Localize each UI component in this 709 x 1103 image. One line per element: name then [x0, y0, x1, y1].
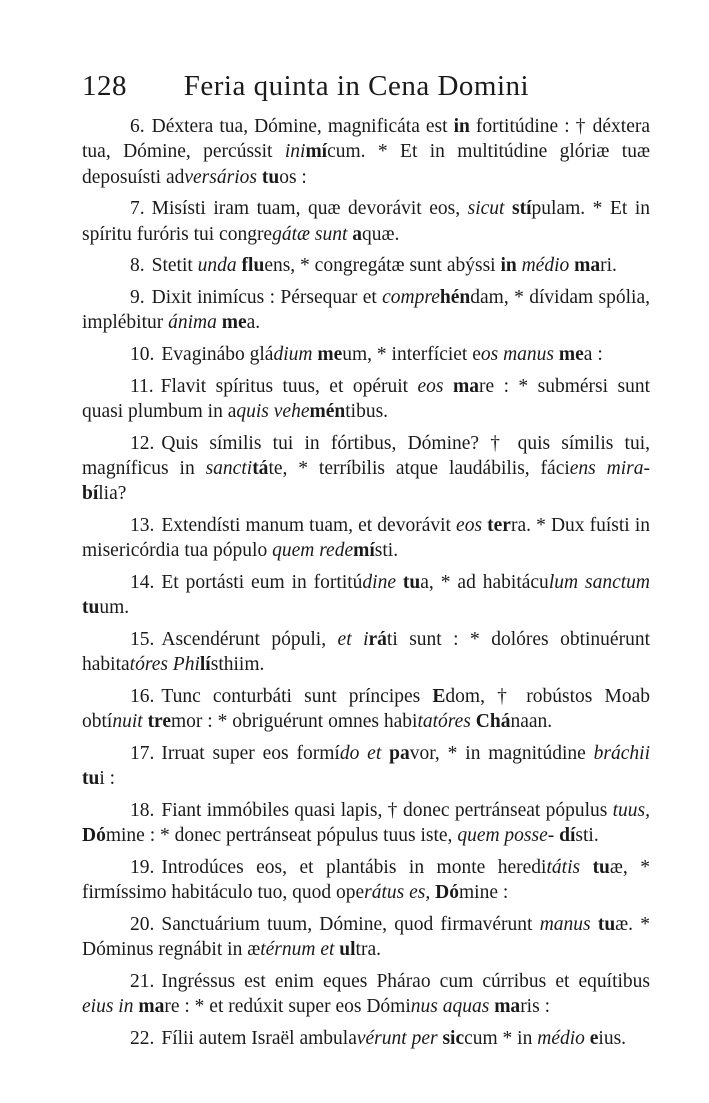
verse-text-run: os :	[279, 166, 307, 188]
verse-text-run	[650, 800, 655, 821]
verse-text-run: te, * terríbilis atque laudábilis, fáci	[268, 457, 570, 479]
verse-text-run: E	[432, 685, 446, 707]
verse-text-run: Stetit	[151, 255, 198, 277]
verse	[82, 196, 655, 247]
verse-text-run: os manus	[480, 343, 555, 365]
verse-text-run: a	[352, 223, 363, 245]
verse-text-run: ánima	[168, 312, 217, 334]
verse-number: 11.	[130, 375, 154, 397]
verse-text-run: tra.	[355, 939, 381, 961]
verse-text-run: ius.	[598, 1027, 627, 1049]
verse-text-run: in	[453, 116, 470, 137]
verse-text-run: mén	[309, 400, 346, 422]
verse-text-run: a.	[246, 312, 261, 334]
verse-text-run: sic	[442, 1027, 465, 1049]
verse-text-run: Misísti iram tuam, quæ devorávit eos,	[151, 198, 468, 220]
verse-text-run: eius in	[82, 996, 134, 1018]
verse-text-run: Extendísti manum tuam, et devorávit	[161, 514, 457, 536]
verse-text-run: i :	[99, 768, 116, 790]
verse-number: 8.	[130, 255, 145, 277]
verse-text-run: tátis	[546, 856, 581, 878]
verse-number: 13.	[130, 514, 155, 536]
verse-number: 15.	[130, 628, 155, 650]
verse-text-run: æ, * firmíssimo habitáculo tuo, quod ope	[82, 856, 655, 904]
verse	[82, 798, 650, 849]
verse-text-run: tre	[147, 711, 172, 733]
verse	[82, 627, 655, 678]
verse-text-run: quem rede	[272, 540, 354, 562]
verse-text-run: ris :	[520, 996, 550, 1018]
verse-text-run: mine : * donec pertránseat pópulus tuus iste,	[105, 825, 458, 847]
verse-text-run: ul	[339, 939, 356, 961]
verse-text-run: pulam. * Et in spíritu furóris tui congre	[82, 198, 655, 245]
verse-text-run: e	[589, 1027, 599, 1049]
verse-text-run: Sanctuárium tuum, Dómine, quod firmavérunt	[161, 913, 540, 935]
verse-text-run: eos	[456, 514, 483, 536]
verse-text-run: ra. * Dux fuísti in misericórdia tua pópulo	[82, 514, 655, 562]
verse	[82, 855, 655, 906]
verse-text-run: Fílii autem Israël ambula	[161, 1027, 357, 1049]
verse-text-run: ma	[452, 375, 479, 397]
verse-text-run	[591, 914, 598, 935]
verse-text-run: nuit	[112, 711, 143, 733]
verse-text-run: nus aquas	[410, 996, 490, 1018]
verse-text-run: quem posse-	[457, 825, 555, 847]
verse-text-run: Et portásti eum in fortitú	[161, 571, 363, 593]
verse-text-run	[650, 743, 655, 764]
verse-number: 22.	[130, 1027, 155, 1049]
verse	[82, 374, 655, 425]
verse-number: 20.	[130, 913, 155, 935]
verse-text-run: Tunc conturbáti sunt príncipes	[161, 685, 433, 707]
verse-text-run: eos	[417, 375, 444, 397]
verse-text-run: mí	[353, 540, 375, 562]
verse	[82, 513, 655, 564]
verse-text-run: sti.	[575, 825, 599, 847]
verse-number: 19.	[130, 856, 155, 878]
verse	[82, 969, 655, 1020]
verse-text-run	[650, 458, 655, 479]
verse-text-run: mí	[305, 141, 328, 163]
page-number: 128	[82, 70, 127, 102]
verse-text-run: Dó	[435, 882, 459, 904]
verse-text-run: me	[317, 343, 343, 365]
verse	[82, 285, 655, 336]
verse-text-run: re : * et redúxit super eos Dómi	[164, 996, 411, 1018]
verse-text-run: cum * in	[464, 1027, 538, 1049]
verse-text-run: quæ.	[362, 223, 400, 245]
verse-text-run: Introdúces eos, et plantábis in monte heredi	[161, 856, 547, 878]
verse-text-run: térnum et	[260, 939, 335, 961]
verse-text-run: ini	[284, 141, 306, 163]
verse-text-run: Quis símilis tui in fórtibus, Dómine? † quis símilis tui, magníficus in	[82, 432, 655, 479]
verse-text-run: dine	[362, 571, 396, 593]
verse-text-run: do et	[339, 742, 382, 764]
verse-text-run: Chá	[475, 711, 511, 733]
verse-text-run	[580, 857, 592, 878]
verse-text-run	[444, 376, 453, 397]
verse-number: 9.	[130, 286, 145, 308]
verse-number: 18.	[130, 799, 155, 821]
verse-text-run: lum sanctum	[548, 571, 650, 593]
verse-text-run: lí	[199, 654, 211, 676]
verse-text-run	[396, 572, 403, 593]
verse-text-run: ri.	[600, 255, 617, 277]
verse-text-run: ter	[487, 514, 511, 536]
verse	[82, 570, 650, 621]
verse-list	[82, 114, 655, 1057]
running-title: Feria quinta in Cena Domini	[183, 70, 530, 102]
verse-text-run: tu	[82, 597, 100, 619]
verse-text-run: tu	[592, 856, 610, 878]
verse-text-run: versários	[184, 166, 257, 188]
verse-text-run: tuus,	[612, 799, 650, 821]
verse	[82, 431, 655, 507]
verse-text-run: ma	[494, 996, 521, 1018]
verse-text-run: sancti	[205, 457, 253, 479]
verse-text-run	[504, 198, 512, 219]
page-header	[82, 70, 662, 103]
verse	[82, 342, 650, 367]
verse-text-run	[381, 743, 389, 764]
verse-text-run: Flavit spíritus tuus, et opéruit	[160, 375, 418, 397]
verse-text-run: cum. * Et in multitúdine glóriæ tuæ deposuísti ad	[82, 141, 655, 188]
verse-text-run: ti sunt : * dolóres obtinuérunt habita	[82, 628, 655, 676]
verse-text-run: hén	[439, 286, 471, 308]
verse-text-run: vérunt per	[356, 1027, 438, 1049]
verse-text-run: compre	[382, 286, 440, 308]
verse-text-run: Irruat super eos formí	[161, 742, 340, 764]
verse-text-run: ma	[574, 255, 601, 277]
verse-text-run: gátæ sunt	[272, 223, 348, 245]
verse-number: 10.	[130, 343, 155, 365]
verse-text-run: fortitúdine : † déxtera tua, Dómine, percússit	[82, 116, 655, 163]
verse-text-run: et i	[337, 628, 369, 650]
verse-text-run: vor, * in magnitúdine	[409, 742, 594, 764]
verse	[82, 912, 655, 963]
verse-text-run: médio	[537, 1027, 585, 1049]
verse-text-run: tóres Phi	[129, 654, 200, 676]
verse-number: 7.	[130, 198, 145, 220]
verse-text-run: sti.	[374, 540, 399, 562]
verse-number: 21.	[130, 970, 155, 992]
verse-text-run: Ingréssus est enim eques Phárao cum cúrribus et equítibus	[161, 970, 655, 992]
verse	[82, 741, 650, 792]
verse-text-run: a :	[583, 343, 603, 365]
verse-text-run: tá	[252, 457, 269, 479]
verse-text-run: Déxtera tua, Dómine, magnificáta est	[151, 116, 454, 137]
verse-text-run: flu	[241, 255, 265, 277]
verse-text-run: pa	[389, 742, 410, 764]
verse-text-run: Dó	[82, 825, 106, 847]
verse-text-run: in	[500, 255, 517, 277]
verse-text-run: unda	[197, 255, 237, 277]
verse-text-run: manus	[539, 913, 591, 935]
verse	[82, 684, 655, 735]
verse-text-run: bráchii	[593, 742, 650, 764]
verse-text-run: ens, * congregátæ sunt abýssi	[264, 255, 501, 277]
verse-number: 17.	[130, 742, 155, 764]
verse-text-run: rá	[368, 628, 387, 650]
verse-text-run: naan.	[510, 711, 553, 733]
verse-text-run: me	[221, 312, 247, 334]
verse-text-run: dam, * dívidam spólia, implébitur	[82, 286, 655, 334]
verse-text-run: dí	[559, 825, 576, 847]
verse-text-run: a, * ad habitácu	[420, 571, 549, 593]
verse-text-run: bí	[82, 483, 99, 505]
verse-text-run: quis vehe	[236, 400, 310, 422]
verse-text-run: tu	[597, 913, 616, 935]
verse-text-run: me	[558, 343, 584, 365]
verse-text-run: tu	[402, 571, 421, 593]
verse-text-run: ens mira-	[569, 457, 650, 479]
verse-text-run: Dixit inimícus : Pérsequar et	[151, 286, 383, 308]
verse-text-run: Ascendérunt pópuli,	[161, 628, 338, 650]
verse-number: 16.	[130, 685, 155, 707]
verse-text-run: Evaginábo glá	[161, 343, 274, 365]
verse-text-run: mine :	[458, 882, 509, 904]
verse-text-run: tibus.	[345, 400, 389, 422]
verse-text-run: re : * submérsi sunt quasi plumbum in a	[82, 375, 655, 422]
verse-text-run: um.	[99, 597, 130, 619]
verse-text-run: tu	[261, 166, 280, 188]
verse-text-run: mor : * obriguérunt omnes habi	[171, 711, 418, 733]
verse-text-run: dom, † robústos Moab obtí	[82, 685, 655, 733]
verse-text-run: lia?	[98, 483, 127, 505]
verse	[82, 114, 655, 190]
verse	[82, 1026, 650, 1051]
verse-number: 6.	[130, 116, 145, 137]
verse	[82, 253, 650, 278]
verse-text-run: dium	[273, 343, 313, 365]
verse-text-run: sicut	[467, 198, 505, 220]
verse-text-run: æ. * Dóminus regnábit in æ	[82, 913, 655, 961]
verse-text-run: sthiim.	[210, 654, 265, 676]
verse-text-run	[650, 572, 655, 593]
verse-text-run: médio	[521, 255, 570, 277]
verse-text-run: tu	[82, 768, 100, 790]
verse-number: 12.	[130, 432, 155, 454]
verse-text-run: stí	[512, 198, 532, 220]
verse-text-run: um, * interfíciet e	[342, 343, 481, 365]
verse-text-run: rátus es,	[364, 882, 431, 904]
verse-text-run: ma	[138, 996, 165, 1018]
verse-text-run: tatóres	[417, 711, 471, 733]
verse-text-run: Fiant immóbiles quasi lapis, † donec pertránseat pópulus	[161, 799, 613, 821]
verse-number: 14.	[130, 571, 155, 593]
